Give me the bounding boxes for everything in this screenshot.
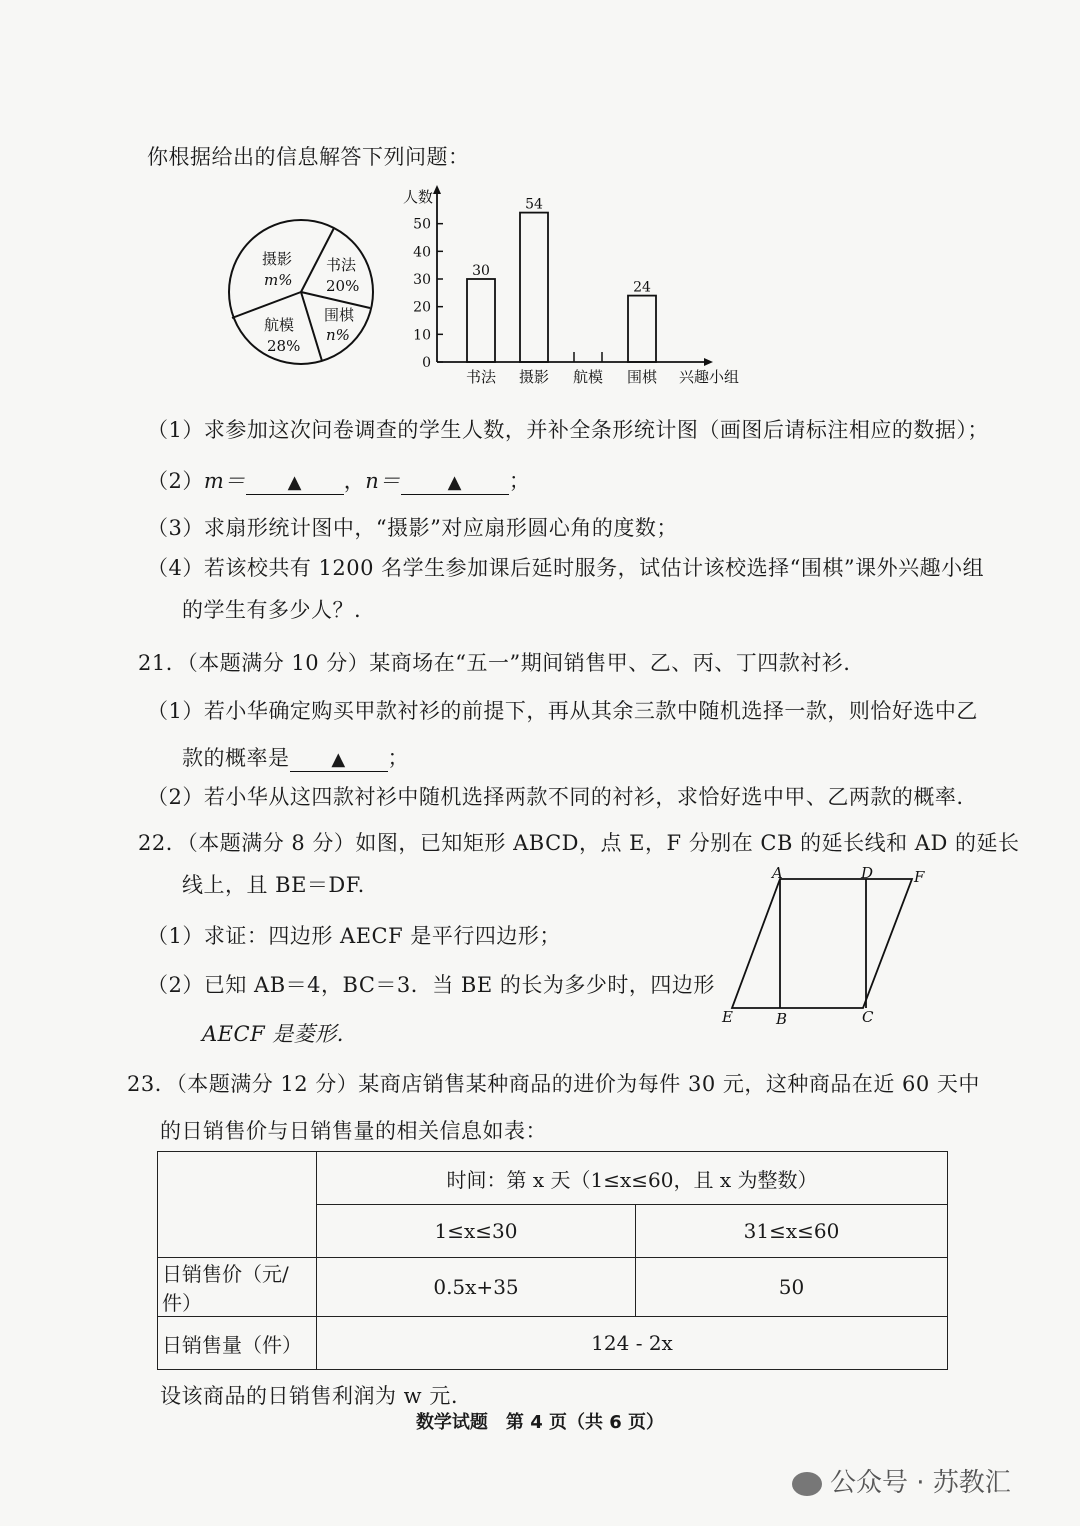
x-axis-label: 兴趣小组	[679, 368, 740, 386]
x-category-label-1: 摄影	[518, 368, 550, 386]
table-corner-cell	[158, 1152, 317, 1258]
y-tick-label: 0	[422, 355, 431, 371]
pie-label-hangmo: 航模	[264, 316, 295, 334]
pie-value-sheying: m%	[264, 271, 293, 289]
y-tick-label: 30	[413, 272, 431, 288]
geometry-figure	[716, 866, 942, 1031]
q21-part1-text: 款的概率是	[182, 746, 290, 770]
q22-part2-line1: （2）已知 AB＝4，BC＝3．当 BE 的长为多少时，四边形	[147, 973, 715, 997]
point-D: D	[861, 866, 874, 882]
point-B: B	[776, 1010, 788, 1028]
pie-value-shufa: 20%	[326, 277, 360, 295]
page-footer: 数学试题 第 4 页（共 6 页）	[415, 1412, 665, 1433]
watermark	[792, 1462, 1011, 1499]
q20-end: ；	[508, 469, 531, 493]
y-tick-label: 10	[413, 327, 431, 344]
y-tick-label: 40	[413, 244, 431, 261]
table-qty: 124 - 2x	[317, 1317, 948, 1370]
x-axis-arrow	[704, 358, 713, 366]
table-row	[158, 1152, 948, 1205]
q20-part4-line1: （4）若该校共有 1200 名学生参加课后延时服务，试估计该校选择“围棋”课外兴趣小组	[147, 556, 985, 580]
answer-blank-probability[interactable]: ▲	[290, 749, 388, 772]
point-C: C	[862, 1008, 874, 1026]
point-A: A	[772, 866, 783, 882]
q21-part2: （2）若小华从这四款衬衫中随机选择两款不同的衬衫，求恰好选中甲、乙两款的概率.	[147, 785, 964, 809]
table-row-price-label: 日销售价（元/件）	[158, 1258, 317, 1317]
y-axis-arrow	[433, 185, 441, 194]
point-F: F	[914, 868, 925, 886]
q22-part2-line2: AECF 是菱形.	[202, 1022, 344, 1046]
table-range2: 31≤x≤60	[636, 1205, 948, 1258]
y-tick-label: 50	[413, 216, 431, 233]
wechat-icon	[792, 1472, 822, 1496]
parallelogram-AECF	[732, 879, 912, 1008]
y-axis-label: 人数	[403, 188, 434, 206]
bar-3	[628, 296, 656, 362]
point-E: E	[722, 1008, 733, 1026]
q20-part2	[147, 465, 530, 495]
q20-sep: ，	[343, 469, 366, 493]
pie-chart	[222, 212, 382, 377]
x-category-label-2: 航模	[572, 368, 604, 386]
bar-1	[520, 213, 548, 362]
x-category-label-0: 书法	[465, 368, 497, 386]
q20-part1: （1）求参加这次问卷调查的学生人数，并补全条形统计图（画图后请标注相应的数据）；	[147, 418, 989, 442]
table-row	[158, 1317, 948, 1370]
table-range1: 1≤x≤30	[317, 1205, 636, 1258]
pie-label-weiqi: 围棋	[324, 306, 355, 324]
pie-label-sheying: 摄影	[262, 250, 293, 268]
watermark-text: 公众号 · 苏教汇	[830, 1468, 1011, 1498]
sales-table	[157, 1151, 948, 1370]
bar-data-label-0: 30	[472, 263, 490, 279]
q23-tail: 设该商品的日销售利润为 w 元.	[160, 1384, 458, 1408]
q21-part1-line2	[182, 742, 409, 772]
q22-heading: 22．（本题满分 8 分）如图，已知矩形 ABCD，点 E，F 分别在 CB 的延长线和 AD 的延长	[138, 831, 1020, 855]
q20-part4-line2: 的学生有多少人？.	[182, 598, 362, 622]
pie-divider-bottom	[301, 292, 322, 361]
q21-part1-line1: （1）若小华确定购买甲款衬衫的前提下，再从其余三款中随机选择一款，则恰好选中乙	[147, 699, 978, 723]
q22-part1: （1）求证：四边形 AECF 是平行四边形；	[147, 924, 561, 948]
pie-divider-left	[232, 292, 301, 318]
pie-value-weiqi: n%	[326, 326, 350, 344]
intro-text: 你根据给出的信息解答下列问题：	[147, 145, 470, 169]
y-tick-label: 20	[413, 299, 431, 316]
bar-data-label-1: 54	[525, 196, 543, 213]
q20-part2-prefix: （2）	[147, 469, 204, 493]
table-row-qty-label: 日销售量（件）	[158, 1317, 317, 1370]
q22-heading-line2: 线上，且 BE＝DF.	[182, 873, 365, 897]
q20-m-label: m＝	[203, 469, 246, 493]
bar-chart	[395, 182, 755, 392]
x-category-label-3: 围棋	[626, 368, 658, 386]
q23-heading-line2: 的日销售价与日销售量的相关信息如表：	[160, 1119, 547, 1143]
pie-value-hangmo: 28%	[267, 337, 301, 355]
pie-label-shufa: 书法	[326, 256, 357, 274]
table-price2: 50	[636, 1258, 948, 1317]
answer-blank-m[interactable]: ▲	[246, 472, 344, 495]
q21-part1-end: ；	[387, 746, 409, 770]
q20-n-label: n＝	[365, 469, 401, 493]
q23-heading: 23．（本题满分 12 分）某商店销售某种商品的进价为每件 30 元，这种商品在近 60 天中	[127, 1072, 980, 1096]
table-time-header: 时间：第 x 天（1≤x≤60，且 x 为整数）	[317, 1152, 948, 1205]
q21-heading: 21．（本题满分 10 分）某商场在“五一”期间销售甲、乙、丙、丁四款衬衫.	[138, 651, 851, 675]
bar-0	[467, 279, 495, 362]
table-row	[158, 1258, 948, 1317]
table-price1: 0.5x+35	[317, 1258, 636, 1317]
answer-blank-n[interactable]: ▲	[401, 472, 509, 495]
q20-part3: （3）求扇形统计图中，“摄影”对应扇形圆心角的度数；	[147, 516, 678, 540]
bar-data-label-3: 24	[633, 279, 651, 296]
